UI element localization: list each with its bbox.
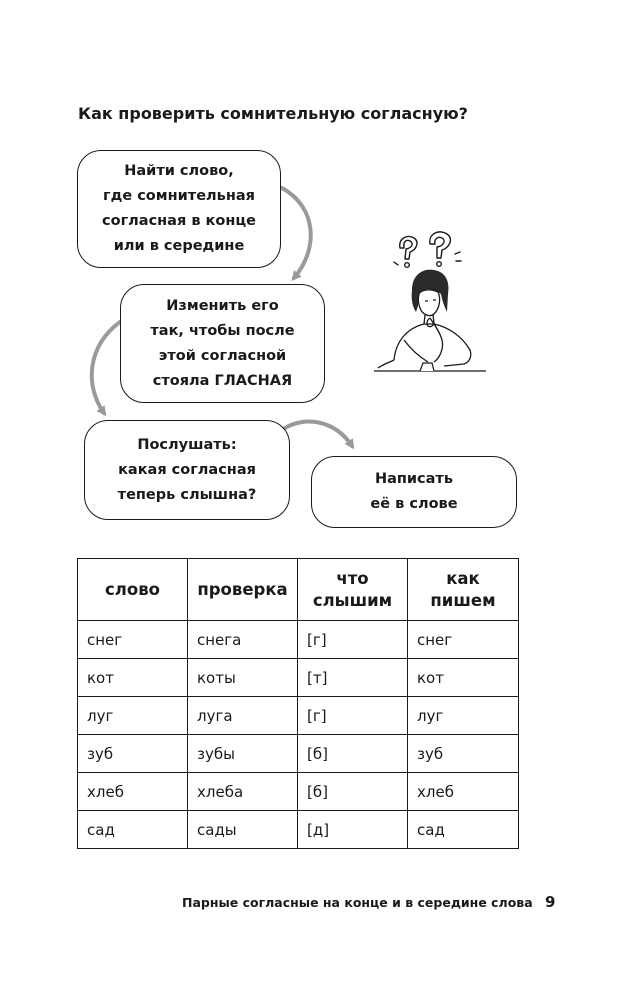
page-title: Как проверить сомнительную согласную? — [78, 104, 468, 123]
cell-check: зубы — [188, 735, 298, 773]
table-row — [78, 773, 519, 811]
step3-line: теперь слышна? — [117, 486, 257, 503]
header-write: как пишем — [408, 559, 519, 621]
cell-hear: [б] — [298, 735, 408, 773]
cell-hear: [г] — [298, 621, 408, 659]
question-marks-icon — [394, 232, 461, 267]
cell-word: снег — [78, 621, 188, 659]
table-row — [78, 659, 519, 697]
cell-word: кот — [78, 659, 188, 697]
running-footer: Парные согласные на конце и в середине слова — [182, 895, 533, 910]
step4-line: Написать — [374, 471, 454, 487]
cell-write: хлеб — [408, 773, 519, 811]
step1-line: где сомнительная — [103, 188, 255, 204]
step-box-change-word — [120, 284, 325, 403]
step1-line: или в середине — [113, 238, 245, 254]
cell-check: хлеба — [188, 773, 298, 811]
cell-word: луг — [78, 697, 188, 735]
table-row — [78, 621, 519, 659]
step2-line: стояла ГЛАСНАЯ — [152, 372, 293, 389]
step3-line: Послушать: — [137, 436, 237, 453]
arrow-step1-to-step2 — [282, 188, 311, 278]
step-box-find-word — [77, 150, 281, 268]
step-box-listen — [84, 420, 290, 520]
thinking-person-illustration — [374, 228, 494, 378]
check-words-table — [77, 558, 519, 849]
step2-line: так, чтобы после — [150, 322, 295, 339]
cell-write: сад — [408, 811, 519, 849]
arrow-step3-to-step4 — [285, 422, 352, 446]
cell-check: сады — [188, 811, 298, 849]
step2-line: этой согласной — [158, 347, 287, 364]
step1-line: согласная в конце — [102, 213, 256, 229]
face-shape — [418, 290, 439, 316]
cell-hear: [б] — [298, 773, 408, 811]
cell-word: сад — [78, 811, 188, 849]
table-header-row — [78, 559, 519, 621]
step2-line: Изменить его — [166, 297, 279, 314]
header-word: слово — [78, 559, 188, 621]
header-hear: что слышим — [298, 559, 408, 621]
cell-check: снега — [188, 621, 298, 659]
table-row — [78, 811, 519, 849]
sweater-shape — [394, 324, 471, 366]
step1-line: Найти слово, — [124, 163, 234, 179]
cell-write: луг — [408, 697, 519, 735]
cell-write: кот — [408, 659, 519, 697]
step3-line: какая согласная — [118, 461, 256, 478]
cell-check: коты — [188, 659, 298, 697]
cell-write: зуб — [408, 735, 519, 773]
cell-word: зуб — [78, 735, 188, 773]
table-row — [78, 735, 519, 773]
step4-line: её в слове — [370, 496, 458, 512]
arrow-step2-to-step3 — [92, 322, 120, 413]
page-number: 9 — [545, 893, 556, 911]
cell-word: хлеб — [78, 773, 188, 811]
cell-write: снег — [408, 621, 519, 659]
cell-hear: [т] — [298, 659, 408, 697]
cell-hear: [г] — [298, 697, 408, 735]
header-check: проверка — [188, 559, 298, 621]
cell-hear: [д] — [298, 811, 408, 849]
cell-check: луга — [188, 697, 298, 735]
step-box-write — [311, 456, 517, 528]
table-row — [78, 697, 519, 735]
